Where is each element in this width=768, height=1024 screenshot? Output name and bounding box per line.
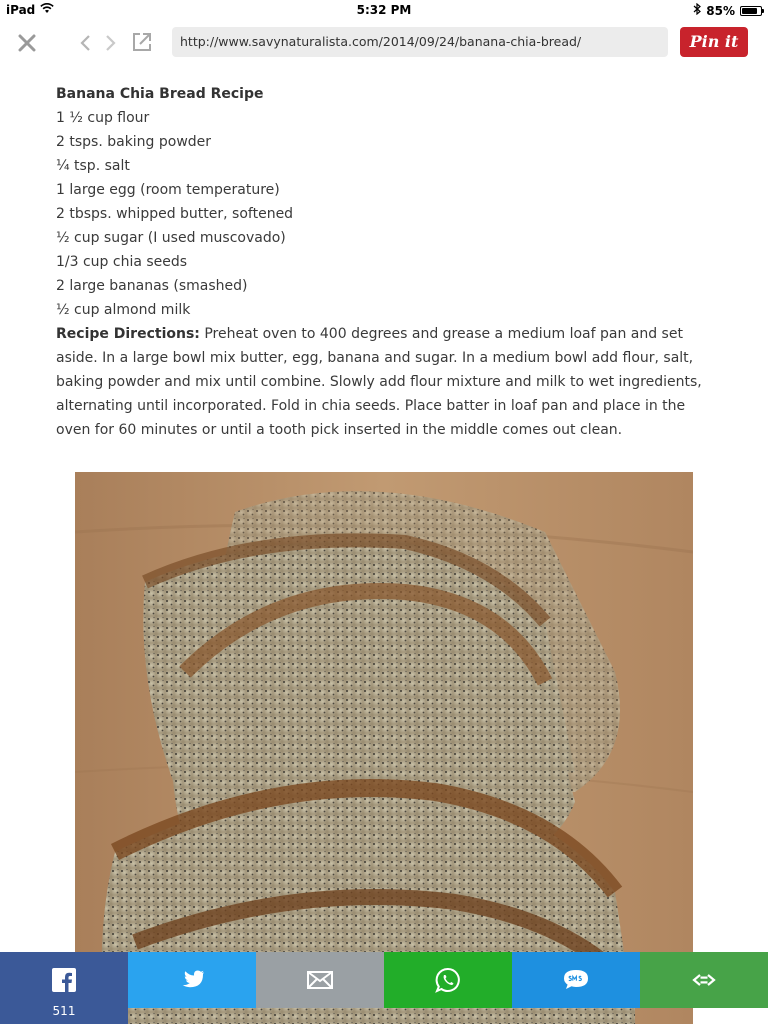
- browser-toolbar: [0, 22, 768, 62]
- clock: 5:32 PM: [356, 3, 412, 17]
- close-icon: [18, 34, 36, 52]
- battery-percent: 85%: [706, 3, 735, 18]
- url-bar[interactable]: http://www.savynaturalista.com/2014/09/24/banana-chia-bread/: [172, 27, 668, 57]
- sms-icon: [562, 968, 590, 992]
- ingredient-line: 1/3 cup chia seeds: [56, 254, 188, 270]
- directions-text: Preheat oven to 400 degrees and grease a medium loaf pan and set aside. In a large bowl mix butter, egg, banana and sugar. In a medium bowl add flour, salt, baking powder and mix until combine. Slowly add flour mixture and milk to wet ingredients, alternating until incorporated. Fold in chia seeds. Place batter in loaf pan and place in the oven for 60 minutes or until a tooth pick inserted in the middle comes out clean.: [56, 326, 702, 438]
- forward-button[interactable]: [100, 31, 122, 55]
- share-bar: [0, 952, 768, 1024]
- bread-image: [75, 472, 693, 1024]
- directions-label: Recipe Directions:: [56, 326, 200, 342]
- recipe-directions: [56, 322, 716, 442]
- email-icon: [307, 971, 333, 989]
- battery-fill: [742, 8, 757, 14]
- ingredient-line: 2 tbsps. whipped butter, softened: [56, 206, 294, 222]
- ingredient-line: 1 large egg (room temperature): [56, 182, 280, 198]
- back-button[interactable]: [74, 31, 96, 55]
- status-right: [693, 3, 762, 18]
- close-button[interactable]: [14, 31, 40, 55]
- facebook-icon: [52, 968, 76, 992]
- banana-bread-photo: [75, 472, 693, 1024]
- ingredient-line: ½ cup sugar (I used muscovado): [56, 230, 286, 246]
- twitter-share-button[interactable]: [128, 952, 256, 1008]
- recipe-title: Banana Chia Bread Recipe: [56, 86, 264, 102]
- pin-it-button[interactable]: Pin it: [680, 27, 748, 57]
- battery-icon: [740, 6, 762, 16]
- open-external-button[interactable]: [130, 30, 154, 54]
- whatsapp-icon: [435, 967, 461, 993]
- facebook-share-button[interactable]: [0, 952, 128, 1024]
- recipe-content: [56, 82, 716, 442]
- ingredient-line: 1 ½ cup flour: [56, 110, 150, 126]
- more-share-button[interactable]: [640, 952, 768, 1008]
- twitter-icon: [180, 970, 204, 990]
- more-share-icon: [691, 968, 717, 992]
- sms-share-button[interactable]: [512, 952, 640, 1008]
- chevron-left-icon: [79, 34, 91, 52]
- status-bar: [0, 0, 768, 20]
- device-label: iPad: [6, 3, 36, 17]
- bluetooth-icon: [693, 3, 701, 18]
- external-link-icon: [131, 31, 153, 53]
- chevron-right-icon: [105, 34, 117, 52]
- ingredient-line: 2 large bananas (smashed): [56, 278, 248, 294]
- ingredient-line: ½ cup almond milk: [56, 302, 191, 318]
- ingredient-line: ¼ tsp. salt: [56, 158, 130, 174]
- facebook-share-count: 511: [52, 1004, 76, 1018]
- whatsapp-share-button[interactable]: [384, 952, 512, 1008]
- email-share-button[interactable]: [256, 952, 384, 1008]
- ingredient-line: 2 tsps. baking powder: [56, 134, 212, 150]
